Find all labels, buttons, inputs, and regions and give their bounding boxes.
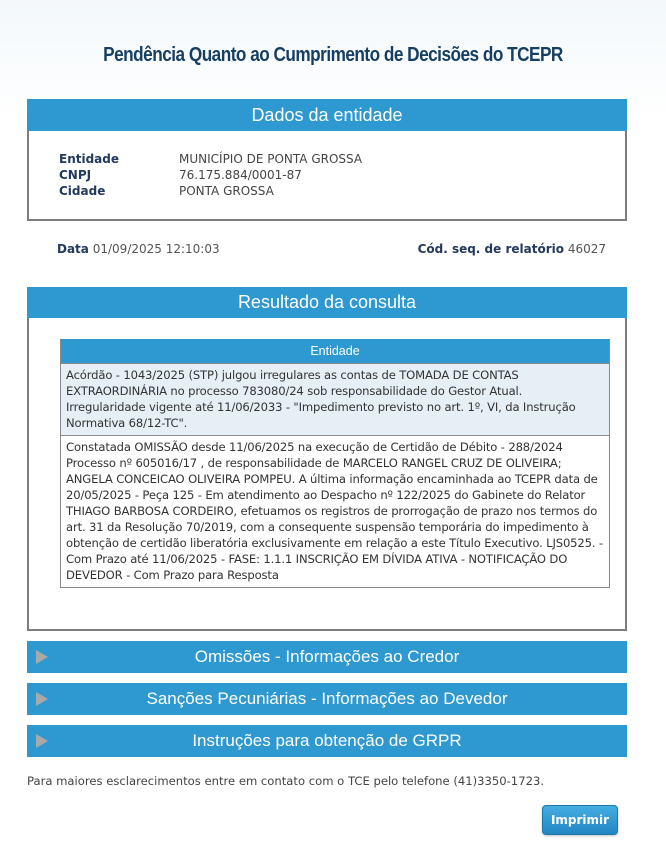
contact-note: Para maiores esclarecimentos entre em contato com o TCE pelo telefone (41)3350-1723. [27, 774, 545, 788]
report-date-value: 01/09/2025 12:10:03 [92, 242, 220, 256]
result-table [60, 339, 610, 588]
print-button[interactable]: Imprimir [542, 805, 618, 835]
field-label: Entidade [59, 152, 120, 166]
entity-panel-header: Dados da entidade [27, 99, 627, 131]
accordion-label: Omissões - Informações ao Credor [194, 647, 460, 666]
field-label: Cidade [59, 184, 106, 198]
result-table-header: Entidade [61, 339, 609, 363]
report-seq-label: Cód. seq. de relatório [417, 242, 564, 256]
report-seq [418, 242, 606, 256]
report-date [57, 242, 220, 256]
accordion-omissoes[interactable] [27, 641, 627, 673]
accordion-instrucoes[interactable] [27, 725, 627, 757]
field-value: PONTA GROSSA [179, 184, 274, 198]
report-seq-value: 46027 [567, 242, 606, 256]
field-value: MUNICÍPIO DE PONTA GROSSA [179, 152, 363, 166]
result-panel [27, 287, 627, 631]
report-date-label: Data [57, 242, 89, 256]
field-value: 76.175.884/0001-87 [179, 168, 302, 182]
entity-panel [27, 99, 627, 221]
table-row: Acórdão - 1043/2025 (STP) julgou irregulares as contas de TOMADA DE CONTAS EXTRAORDINÁRIA no processo 783080/24 sob responsabilidade do Gestor Atual. Irregularidade vigente até 11/06/2033 - "Impedimento previsto no art. 1º, VI, da Instrução Normativa 68/12-TC". [61, 363, 609, 435]
accordion-label: Instruções para obtenção de GRPR [192, 731, 462, 750]
page-title: Pendência Quanto ao Cumprimento de Decisões do TCEPR [103, 44, 563, 66]
result-panel-header: Resultado da consulta [27, 287, 627, 318]
accordion-sancoes[interactable] [27, 683, 627, 715]
table-row: Constatada OMISSÃO desde 11/06/2025 na execução de Certidão de Débito - 288/2024 Processo nº 605016/17 , de responsabilidade de MARCELO RANGEL CRUZ DE OLIVEIRA; ANGELA CONCEICAO OLIVEIRA POMPEU. A última informação encaminhada ao TCEPR data de 20/05/2025 - Peça 125 - Em atendimento ao Despacho nº 122/2025 do Gabinete do Relator THIAGO BARBOSA CORDEIRO, efetuamos os registros de prorrogação de prazo nos termos do art. 31 da Resolução 70/2019, com a consequente suspensão temporária do impedimento à obtenção de certidão liberatória exclusivamente em relação a este Título Executivo. LJS0525. - Com Prazo até 11/06/2025 - FASE: 1.1.1 INSCRIÇÃO EM DÍVIDA ATIVA - NOTIFICAÇÃO DO DEVEDOR - Com Prazo para Resposta [61, 435, 609, 587]
field-label: CNPJ [59, 168, 92, 182]
accordion-label: Sanções Pecuniárias - Informações ao Devedor [146, 689, 508, 708]
